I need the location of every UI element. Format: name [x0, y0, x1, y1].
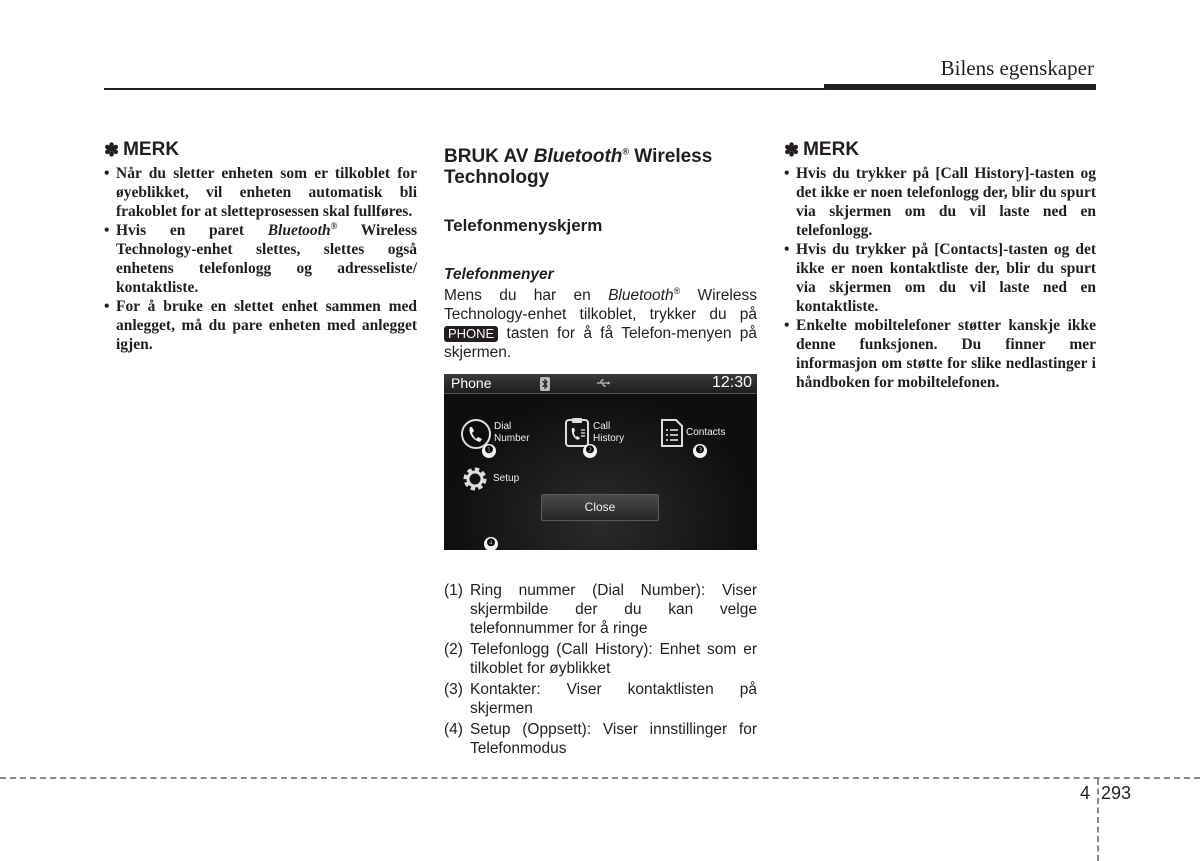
body-text: Mens du har en	[444, 287, 591, 304]
bluetooth-icon	[540, 377, 550, 391]
list-item-text: Hvis du trykker på [Contacts]-tasten og det ikke er noen kontaktliste der, blir du spurt via skjermen om du vil laste ned en kontaktliste.	[796, 241, 1096, 315]
section-title-text: BRUK AV	[444, 146, 529, 167]
callout-badge-3: ❸	[693, 444, 707, 458]
brand-name: Bluetooth	[267, 222, 331, 239]
close-button[interactable]: Close	[541, 494, 659, 521]
footer-divider	[1097, 779, 1099, 861]
contacts-icon	[660, 418, 684, 448]
call-history-label	[593, 421, 624, 445]
list-item-text: Telefonlogg (Call History): Enhet som er tilkoblet for øyblikket	[470, 641, 757, 677]
list-item-text: Hvis du trykker på [Call History]-tasten og det ikke er noen telefonlogg der, blir du spurt via skjermen om du vil laste ned en telefonlogg.	[796, 165, 1096, 239]
note-heading	[104, 138, 417, 162]
call-history-icon	[564, 418, 590, 448]
list-item	[104, 297, 417, 354]
list-item	[444, 581, 757, 638]
note-heading-label: MERK	[123, 139, 180, 160]
list-item	[104, 221, 417, 297]
registered-mark: ®	[330, 220, 338, 231]
phone-key-label: PHONE	[444, 326, 498, 342]
list-item-text: Kontakter: Viser kontaktlisten på skjermen	[470, 681, 757, 717]
section-title	[444, 146, 757, 188]
list-item-text: For å bruke en slettet enhet sammen med anlegget, må du pare enheten med anlegget igjen.	[116, 298, 417, 353]
brand-name: Bluetooth	[608, 287, 674, 304]
list-item	[104, 164, 417, 221]
list-item	[444, 680, 757, 718]
list-number: (2)	[444, 641, 463, 658]
list-item-text: Setup (Oppsett): Viser innstillinger for Telefonmodus	[470, 721, 757, 757]
page-number: 293	[1101, 783, 1132, 803]
call-history-label-line1: Call	[593, 421, 611, 432]
note-heading-label: MERK	[803, 139, 860, 160]
usb-icon	[596, 378, 610, 388]
right-note	[784, 138, 1096, 392]
body-text: tasten for å få Telefon-menyen på skjermen.	[444, 325, 757, 361]
registered-mark: ®	[673, 285, 681, 296]
list-number: (4)	[444, 721, 463, 738]
chapter-number: 4	[1080, 783, 1091, 803]
callout-badge-4: ❹	[484, 537, 498, 550]
note-list	[784, 164, 1096, 392]
header-rule-accent	[824, 84, 1096, 90]
list-item	[784, 316, 1096, 392]
screen-status-bar	[444, 374, 757, 394]
note-heading	[784, 138, 1096, 162]
star-icon: ✽	[784, 139, 800, 160]
list-number: (1)	[444, 582, 463, 599]
middle-section	[444, 138, 757, 362]
dial-number-label-line1: Dial	[494, 421, 512, 432]
star-icon: ✽	[104, 139, 120, 160]
list-item	[784, 240, 1096, 316]
body-text: Wireless Technology-enhet tilkoblet, trykker du på	[444, 287, 757, 323]
dial-number-label	[494, 421, 530, 445]
left-note	[104, 138, 417, 354]
list-item	[444, 640, 757, 678]
body-paragraph	[444, 286, 757, 362]
list-item-text: Ring nummer (Dial Number): Viser skjermbilde der du kan velge telefonnummer for å ringe	[470, 582, 757, 637]
footer-rule	[0, 777, 1200, 779]
screen-title: Phone	[451, 375, 492, 391]
list-item-text: Når du sletter enheten som er tilkoblet for øyeblikket, vil enheten automatisk bli frakoblet for at sletteprosessen skal fullføres.	[116, 165, 417, 220]
brand-name: Bluetooth	[533, 146, 623, 167]
subsection-title: Telefonmenyskjerm	[444, 216, 603, 235]
gear-icon	[460, 464, 490, 494]
section-title-text: Wireless Technology	[444, 146, 713, 188]
contacts-label: Contacts	[686, 427, 726, 438]
setup-label: Setup	[493, 473, 520, 484]
list-number: (3)	[444, 681, 463, 698]
phone-menu-screenshot	[444, 374, 757, 550]
subsubsection-title: Telefonmenyer	[444, 266, 554, 283]
list-item-text: Enkelte mobiltelefoner støtter kanskje ikke denne funksjonen. Du finner mer informasjon om støtte for slike nedlastinger i håndboken for mobiltelefonen.	[796, 317, 1096, 391]
call-history-label-line2: History	[593, 433, 625, 444]
list-item	[784, 164, 1096, 240]
list-item-text: Wireless Technology-enhet slettes, slettes også enhetens telefonlogg og adresseliste/ kontaktliste.	[116, 222, 418, 296]
callout-badge-2: ❷	[583, 444, 597, 458]
registered-mark: ®	[622, 146, 630, 157]
list-item-text: Hvis en paret	[116, 222, 245, 239]
dial-number-label-line2: Number	[494, 433, 530, 444]
callout-badge-1: ❶	[482, 444, 496, 458]
note-list	[104, 164, 417, 354]
list-item	[444, 720, 757, 758]
function-list	[444, 581, 757, 760]
running-header: Bilens egenskaper	[940, 56, 1094, 80]
screen-body	[444, 394, 757, 550]
screen-clock: 12:30	[711, 374, 752, 391]
